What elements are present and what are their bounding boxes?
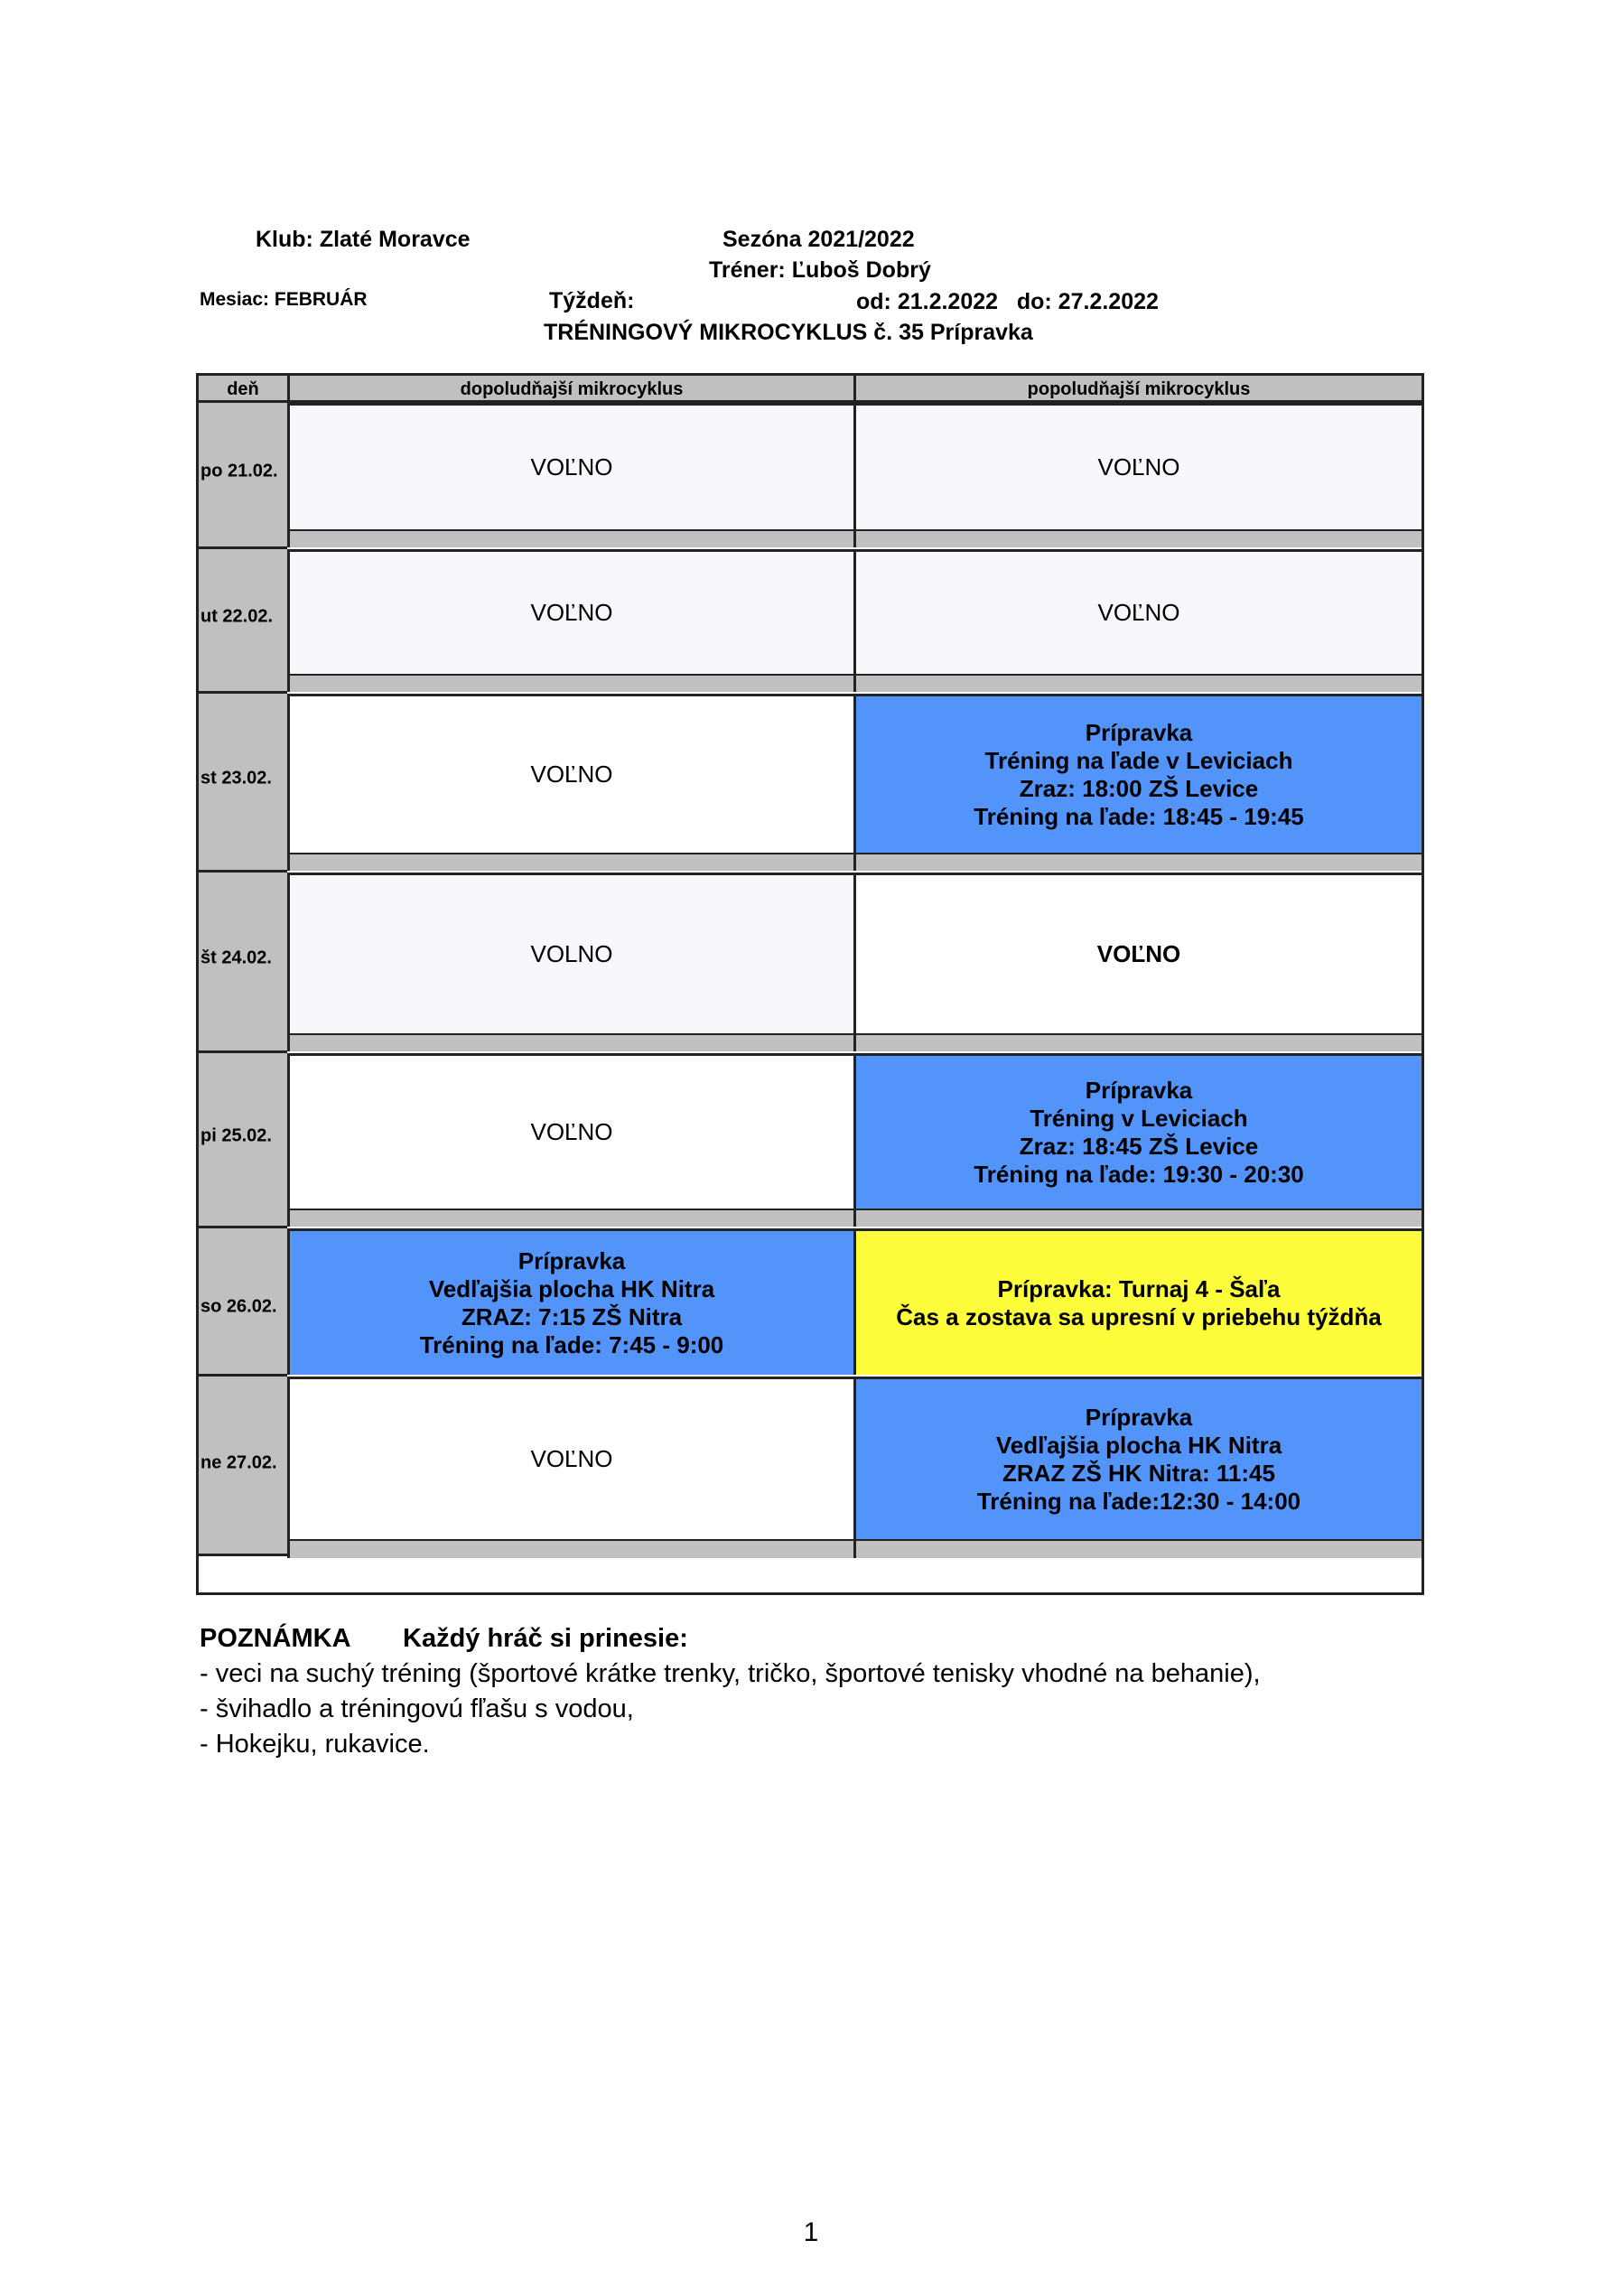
morning-cell [287,1228,856,1375]
morning-text-line: VOĽNO [530,1118,613,1145]
afternoon-text-line: Vedľajšia plocha HK Nitra [995,1431,1282,1459]
morning-cell [287,694,856,853]
note-item: - švihadlo a tréningovú fľašu s vodou, [200,1694,634,1723]
morning-text-line: Tréning na ľade: 7:45 - 9:00 [419,1330,724,1358]
afternoon-text-line: Prípravka [1085,1403,1193,1431]
schedule-table [196,373,1424,1595]
month: Mesiac: FEBRUÁR [200,289,368,310]
morning-cell [287,1053,856,1209]
day-cell [199,403,287,549]
afternoon-cell [856,694,1422,853]
club-name: Klub: Zlaté Moravce [256,227,471,252]
day-label: št 24.02. [200,947,272,968]
afternoon-text-line: Tréning na ľade: 19:30 - 20:30 [974,1160,1304,1188]
afternoon-text-line: Tréning na ľade v Leviciach [984,746,1293,774]
morning-text-line: VOĽNO [530,1445,613,1472]
row-separator [287,1209,856,1227]
row-separator [287,1539,856,1558]
afternoon-text-line: Zraz: 18:00 ZŠ Levice [1019,774,1259,802]
column-header-day: deň [199,376,287,403]
row-separator [856,853,1422,871]
afternoon-cell [856,873,1422,1033]
season: Sezóna 2021/2022 [722,227,915,252]
note-title: POZNÁMKA [200,1624,351,1653]
morning-text-line: VOĽNO [530,599,613,626]
morning-text-line: Prípravka [517,1246,626,1274]
afternoon-text-line: Čas a zostava sa upresní v priebehu týždňa [896,1302,1382,1330]
day-cell [199,1377,287,1556]
day-cell [199,1053,287,1228]
afternoon-text-line: Zraz: 18:45 ZŠ Levice [1019,1132,1259,1160]
note-item: - Hokejku, rukavice. [200,1730,430,1759]
row-separator [856,1209,1422,1227]
day-cell [199,549,287,694]
row-separator [287,529,856,547]
row-separator [287,853,856,871]
day-label: ne 27.02. [200,1452,277,1473]
day-label: ut 22.02. [200,606,274,627]
afternoon-text-line: VOĽNO [1096,940,1181,967]
week-label: Týždeň: [549,288,635,313]
date-range: od: 21.2.2022 do: 27.2.2022 [856,289,1159,314]
day-cell [199,873,287,1053]
row-separator [856,529,1422,547]
afternoon-cell [856,1377,1422,1539]
row-separator [287,674,856,692]
row-separator [856,1539,1422,1558]
row-separator [856,1033,1422,1051]
afternoon-text-line: VOĽNO [1097,599,1180,626]
note-subtitle: Každý hráč si prinesie: [403,1624,688,1653]
afternoon-text-line: Prípravka: Turnaj 4 - Šaľa [997,1274,1281,1302]
morning-text-line: VOĽNO [530,761,613,788]
afternoon-text-line: Tréning v Leviciach [1030,1104,1248,1132]
column-header-afternoon: popoludňajší mikrocyklus [856,376,1422,403]
column-header-morning: dopoludňajší mikrocyklus [287,376,856,403]
day-cell [199,1228,287,1377]
afternoon-cell [856,549,1422,674]
morning-cell [287,549,856,674]
afternoon-cell [856,1053,1422,1209]
afternoon-text-line: Prípravka [1085,718,1193,746]
coach: Tréner: Ľuboš Dobrý [709,257,931,283]
afternoon-cell [856,1228,1422,1375]
document-title: TRÉNINGOVÝ MIKROCYKLUS č. 35 Prípravka [544,320,1033,345]
row-separator [287,1033,856,1051]
day-label: so 26.02. [200,1296,277,1317]
note-item: - veci na suchý tréning (športové krátke trenky, tričko, športové tenisky vhodné na behanie), [200,1659,1261,1688]
morning-cell [287,403,856,529]
afternoon-text-line: Tréning na ľade: 18:45 - 19:45 [974,802,1304,830]
morning-text-line: VOLNO [530,940,613,967]
morning-text-line: Vedľajšia plocha HK Nitra [428,1274,715,1302]
morning-text-line: VOĽNO [530,453,613,481]
afternoon-text-line: VOĽNO [1097,453,1180,481]
afternoon-text-line: Tréning na ľade:12:30 - 14:00 [976,1487,1301,1515]
morning-cell [287,1377,856,1539]
day-cell [199,694,287,873]
afternoon-text-line: ZRAZ ZŠ HK Nitra: 11:45 [1002,1459,1275,1487]
afternoon-text-line: Prípravka [1085,1076,1193,1104]
day-label: po 21.02. [200,461,278,481]
morning-cell [287,873,856,1033]
day-label: st 23.02. [200,768,272,789]
page-number: 1 [803,2217,819,2247]
day-label: pi 25.02. [200,1125,272,1146]
row-separator [856,674,1422,692]
morning-text-line: ZRAZ: 7:15 ZŠ Nitra [461,1302,683,1330]
afternoon-cell [856,403,1422,529]
